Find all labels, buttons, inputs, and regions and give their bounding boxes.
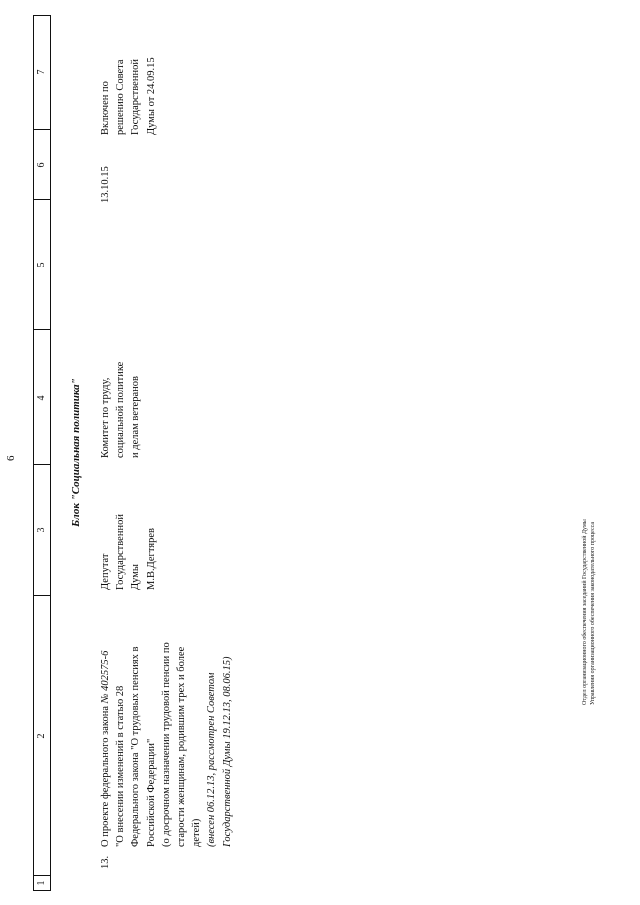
page-number: 6 [5, 455, 17, 461]
column-number-1: 1 [36, 880, 47, 886]
column-number-5: 5 [36, 262, 47, 268]
column-number-4: 4 [36, 395, 47, 401]
column-number-3: 3 [36, 527, 47, 533]
column-number-2: 2 [36, 733, 47, 739]
bill-main-text: "О внесении изменений в статью 28 Федерального закона "О трудовых пенсиях в Российской Федерации" (о досрочном назначении трудовой пенсии по старости женщинам, родившим трех и более детей) [115, 642, 203, 847]
column-divider [34, 464, 50, 465]
bill-initiator: Депутат Государственной Думы М.В.Дегтярев [100, 514, 157, 590]
column-divider [34, 129, 50, 130]
block-title: Блок "Социальная политика" [70, 378, 82, 527]
consideration-date: 13.10.15 [100, 166, 111, 203]
responsible-committee: Комитет по труду, социальной политике и делам ветеранов [100, 361, 142, 458]
column-divider [34, 199, 50, 200]
column-divider [34, 595, 50, 596]
row-number: 13. [100, 855, 111, 869]
column-number-header [33, 15, 51, 891]
footer-department: Отдел организационного обеспечения заседаний Государственной Думы Управления организационного обеспечения законодательного процесса [582, 519, 596, 705]
bill-description [98, 587, 235, 847]
column-number-7: 7 [36, 69, 47, 75]
bill-intro: О проекте федерального закона [100, 703, 111, 847]
bill-submission-note: (внесен 06.12.13, рассмотрен Советом Государственной Думы 19.12.13, 08.06.15) [206, 656, 233, 847]
inclusion-note: Включен по решению Совета Государственной Думы от 24.09.15 [100, 57, 157, 135]
bill-number: № 402575-6 [100, 650, 111, 704]
column-number-6: 6 [36, 162, 47, 168]
column-divider [34, 875, 50, 876]
column-divider [34, 329, 50, 330]
